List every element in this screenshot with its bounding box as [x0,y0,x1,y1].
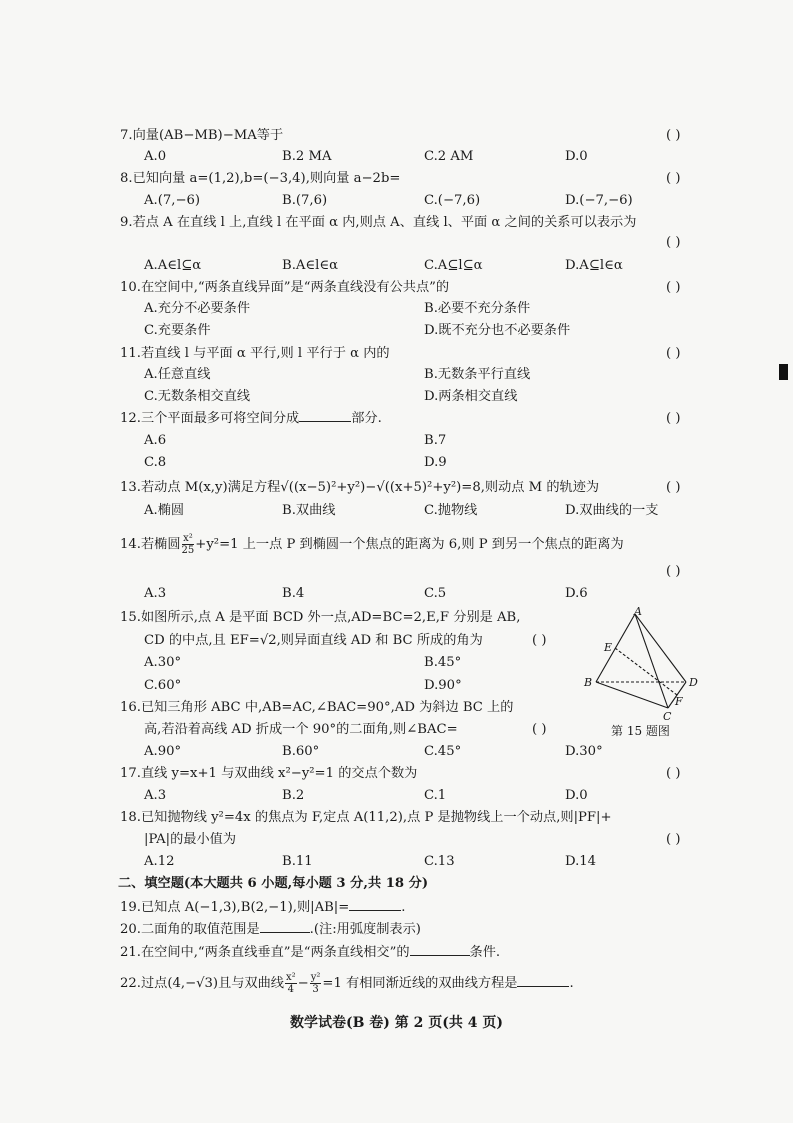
question-20-text-end: .(注:用弧度制表示) [309,922,421,937]
question-14-stem [120,533,624,556]
question-22-text-end: . [569,976,574,991]
option-d: D.(−7,−6) [565,193,633,208]
question-12-text-end: 部分. [351,411,382,426]
question-13-stem: 13.若动点 M(x,y)满足方程√((x−5)²+y²)−√((x+5)²+y²)=8,则动点 M 的轨迹为 [120,480,600,495]
option-a: A.12 [144,854,175,869]
option-a: A.(7,−6) [144,193,201,208]
edge-ad [635,614,686,682]
option-c: C.45° [424,744,462,759]
question-19 [120,901,406,914]
question-16-line-2: 高,若沿着高线 AD 折成一个 90°的二面角,则∠BAC= [144,722,458,737]
minus-sign: − [297,976,309,991]
answer-blank [349,910,401,911]
answer-bracket: ( ) [666,480,681,495]
option-d: D.90° [424,678,462,693]
option-c: C.(−7,6) [424,193,481,208]
fraction-denominator: 25 [181,545,195,556]
question-19-text: 19.已知点 A(−1,3),B(2,−1),则|AB|= [120,900,350,915]
question-20-text: 20.二面角的取值范围是 [120,922,260,937]
question-20 [120,923,421,936]
option-b: B.2 [282,788,305,803]
question-7-stem: 7.向量(AB−MB)−MA等于 [120,128,284,143]
option-d: D.9 [424,455,447,470]
question-18-line-2: |PA|的最小值为 [144,832,237,847]
tetrahedron-figure [578,606,708,726]
label-d: D [689,676,698,689]
page-edge-mark [779,364,788,380]
fraction [182,533,195,556]
option-c: C.13 [424,854,455,869]
option-b: B.11 [282,854,313,869]
option-b: B.2 MA [282,149,332,164]
question-15-line-1: 15.如图所示,点 A 是平面 BCD 外一点,AD=BC=2,E,F 分别是 AB, [120,610,521,625]
answer-bracket: ( ) [666,564,681,579]
option-a: A.3 [144,788,167,803]
question-14-text-end: +y²=1 上一点 P 到椭圆一个焦点的距离为 6,则 P 到另一个焦点的距离为 [195,537,624,552]
option-b: B.4 [282,586,305,601]
fraction-denominator: 3 [312,984,319,995]
option-a: A.A∈l⊆α [144,258,202,273]
question-15-line-2: CD 的中点,且 EF=√2,则异面直线 AD 和 BC 所成的角为 [144,633,483,648]
question-9-stem: 9.若点 A 在直线 l 上,直线 l 在平面 α 内,则点 A、直线 l、平面 α 之间的关系可以表示为 [120,215,637,230]
fraction-denominator: 4 [287,984,295,995]
answer-bracket: ( ) [532,722,547,737]
option-a: A.90° [144,744,182,759]
option-a: A.6 [144,433,167,448]
option-b: B.(7,6) [282,193,328,208]
question-21-text-end: 条件. [469,945,501,960]
option-c: C.1 [424,788,447,803]
fraction [310,972,322,995]
answer-blank [517,986,569,987]
answer-bracket: ( ) [666,235,681,250]
option-a: A.充分不必要条件 [144,301,251,316]
question-19-text-end: . [401,900,406,915]
option-b: B.双曲线 [282,503,336,518]
option-d: D.14 [565,854,597,869]
option-c: C.8 [144,455,167,470]
question-8-stem: 8.已知向量 a=(1,2),b=(−3,4),则向量 a−2b= [120,171,401,186]
question-22-text-mid: =1 有相同渐近线的双曲线方程是 [322,976,518,991]
option-d: D.A⊆l∈α [565,258,623,273]
label-b: B [584,676,593,689]
fraction [285,972,297,995]
label-c: C [663,710,672,723]
option-b: B.60° [282,744,320,759]
option-d: D.既不充分也不必要条件 [424,323,571,338]
question-21-text: 21.在空间中,“两条直线垂直”是“两条直线相交”的 [120,945,410,960]
option-c: C.充要条件 [144,323,211,338]
question-18-line-1: 18.已知抛物线 y²=4x 的焦点为 F,定点 A(11,2),点 P 是抛物线上一个动点,则|PF|+ [120,810,612,825]
option-b: B.45° [424,655,462,670]
option-d: D.0 [565,149,588,164]
question-14-text: 14.若椭圆 [120,537,181,552]
answer-bracket: ( ) [666,128,681,143]
answer-bracket: ( ) [666,411,681,426]
answer-blank [299,421,351,422]
option-c: C.5 [424,586,447,601]
option-a: A.0 [144,149,167,164]
option-b: B.必要不充分条件 [424,301,531,316]
answer-blank [260,932,310,933]
option-c: C.60° [144,678,182,693]
option-a: A.任意直线 [144,367,211,382]
figure-caption: 第 15 题图 [611,724,670,738]
option-c: C.A⊆l⊆α [424,258,483,273]
label-e: E [604,641,613,654]
answer-bracket: ( ) [532,633,547,648]
option-a: A.3 [144,586,167,601]
edge-ac [635,614,668,708]
label-a: A [634,606,642,618]
page-footer: 数学试卷(B 卷) 第 2 页(共 4 页) [289,1015,504,1031]
question-17-stem: 17.直线 y=x+1 与双曲线 x²−y²=1 的交点个数为 [120,766,418,781]
fraction-numerator: y² [310,972,321,983]
segment-ef-hidden [615,648,677,695]
question-16-line-1: 16.已知三角形 ABC 中,AB=AC,∠BAC=90°,AD 为斜边 BC 上的 [120,700,514,715]
question-22-text: 22.过点(4,−√3)且与双曲线 [120,976,284,991]
fraction-numerator: x² [183,533,193,544]
question-12-text: 12.三个平面最多可将空间分成 [120,411,300,426]
question-11-stem: 11.若直线 l 与平面 α 平行,则 l 平行于 α 内的 [120,346,390,361]
answer-blank [410,955,470,956]
option-c: C.抛物线 [424,503,478,518]
option-a: A.椭圆 [144,503,185,518]
fraction-numerator: x² [286,972,296,983]
option-d: D.两条相交直线 [424,389,518,404]
section-heading: 二、填空题(本大题共 6 小题,每小题 3 分,共 18 分) [118,876,429,891]
answer-bracket: ( ) [666,171,681,186]
edge-bc [596,682,668,708]
option-d: D.双曲线的一支 [565,503,659,518]
answer-bracket: ( ) [666,280,681,295]
option-d: D.30° [565,744,603,759]
question-12-stem [120,412,382,425]
option-c: C.无数条相交直线 [144,389,251,404]
option-c: C.2 AM [424,149,474,164]
answer-bracket: ( ) [666,766,681,781]
option-d: D.6 [565,586,588,601]
option-b: B.7 [424,433,447,448]
option-d: D.0 [565,788,588,803]
question-22 [120,972,574,995]
question-21 [120,946,500,959]
question-10-stem: 10.在空间中,“两条直线异面”是“两条直线没有公共点”的 [120,280,450,295]
option-b: B.A∈l∈α [282,258,339,273]
answer-bracket: ( ) [666,832,681,847]
answer-bracket: ( ) [666,346,681,361]
option-b: B.无数条平行直线 [424,367,531,382]
label-f: F [675,695,683,708]
option-a: A.30° [144,655,182,670]
